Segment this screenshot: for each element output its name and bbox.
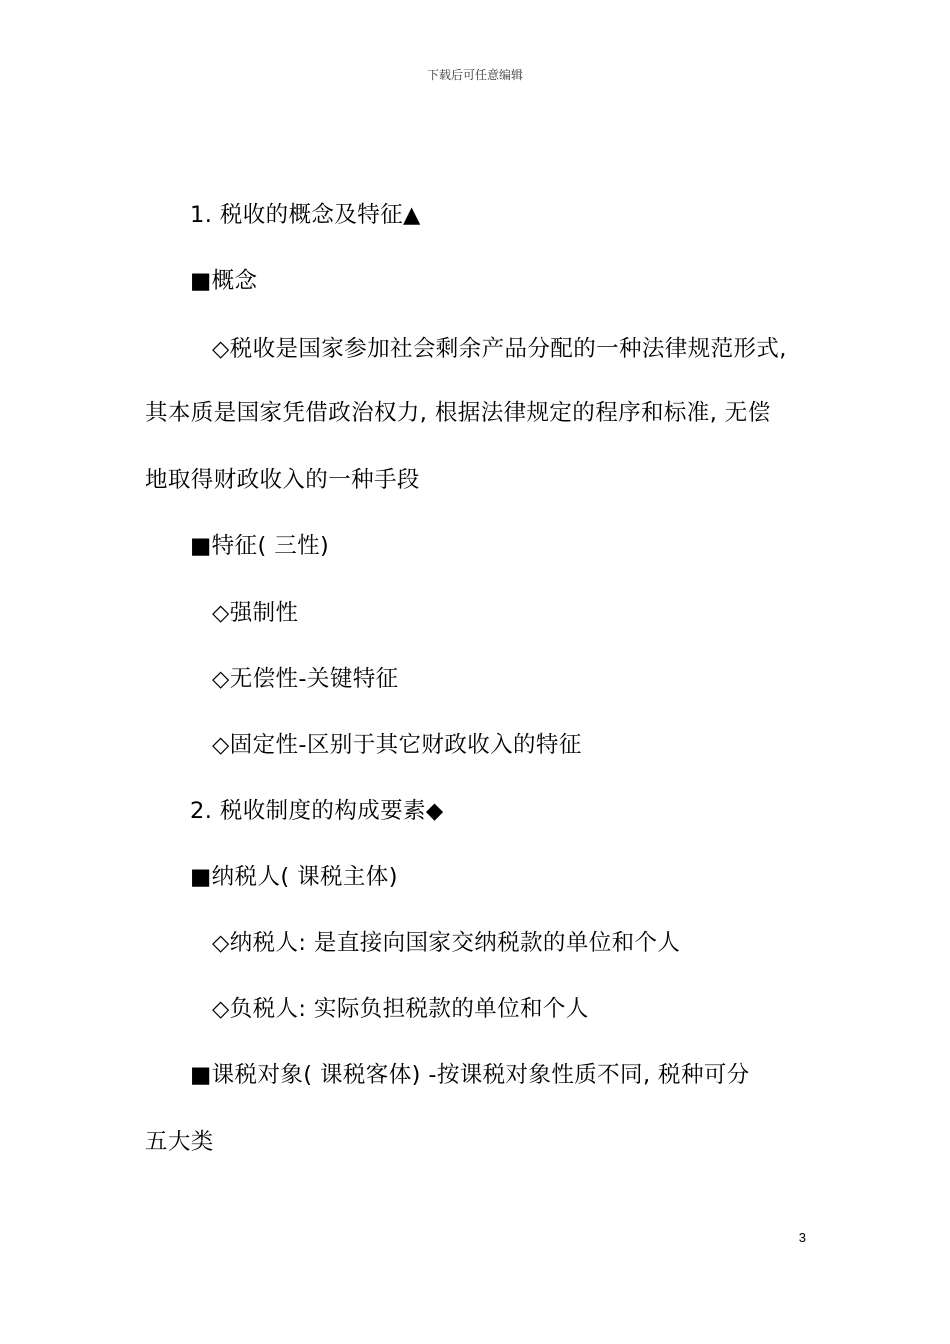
paragraph-line: ◇税收是国家参加社会剩余产品分配的一种法律规范形式,	[212, 336, 787, 362]
subheading-taxpayer: ■纳税人( 课税主体)	[190, 864, 398, 890]
subheading-features: ■特征( 三性)	[190, 533, 330, 559]
page-number: 3	[798, 1230, 806, 1245]
list-item: ◇强制性	[212, 600, 299, 626]
list-item: ◇固定性-区别于其它财政收入的特征	[212, 732, 582, 758]
section-heading-tax-elements: 2. 税收制度的构成要素◆	[190, 798, 444, 824]
paragraph-line: 五大类	[145, 1129, 214, 1155]
list-item: ◇负税人: 实际负担税款的单位和个人	[212, 996, 589, 1022]
list-item: ◇无偿性-关键特征	[212, 666, 399, 692]
subheading-concept: ■概念	[190, 268, 258, 294]
section-heading-tax-concept: 1. 税收的概念及特征▲	[190, 202, 421, 228]
paragraph-line: 其本质是国家凭借政治权力, 根据法律规定的程序和标准, 无偿	[145, 400, 771, 426]
list-item: ◇纳税人: 是直接向国家交纳税款的单位和个人	[212, 930, 681, 956]
subheading-tax-object: ■课税对象( 课税客体) -按课税对象性质不同, 税种可分	[190, 1062, 750, 1088]
paragraph-line: 地取得财政收入的一种手段	[145, 467, 420, 493]
header-note: 下载后可任意编辑	[426, 68, 523, 82]
